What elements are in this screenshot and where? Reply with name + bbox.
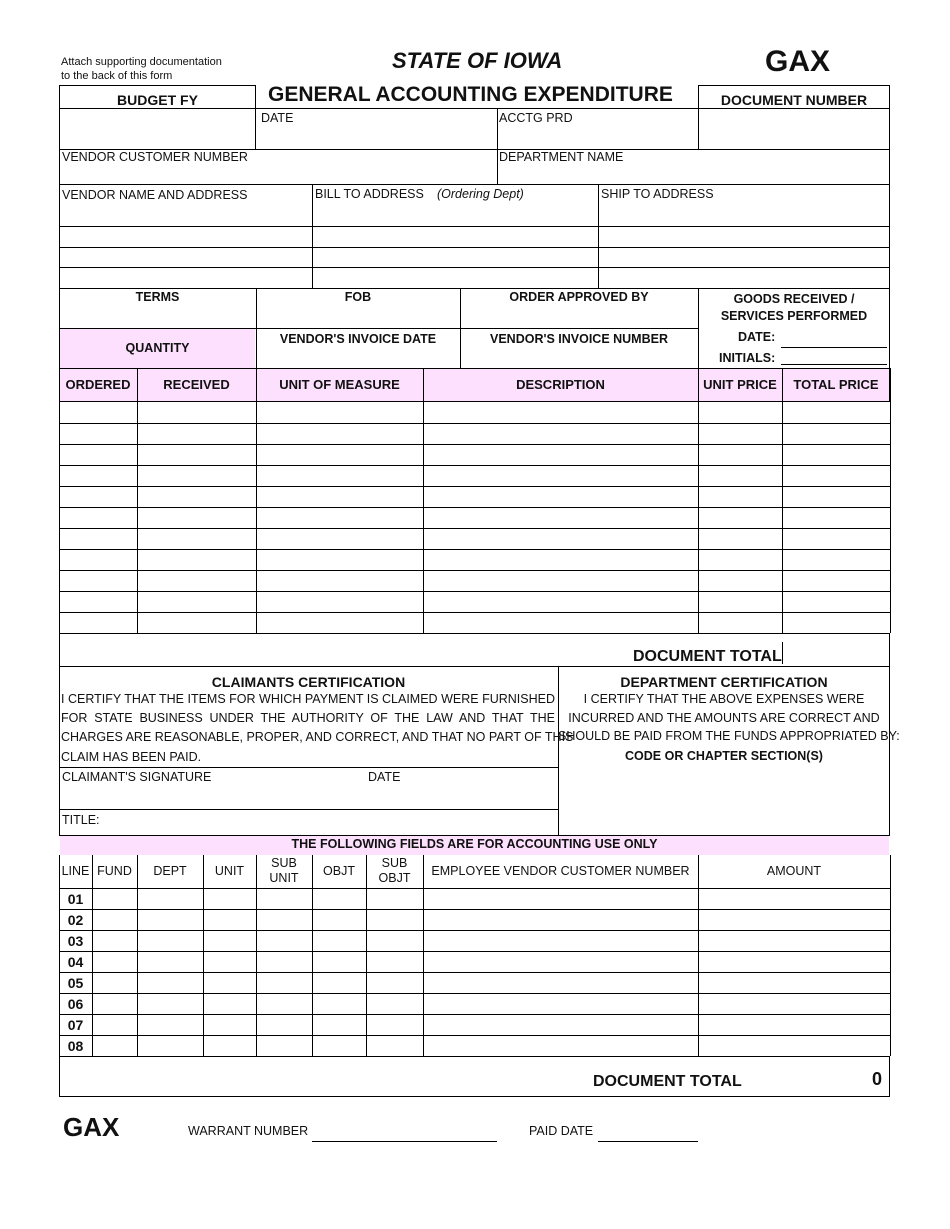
accounting-cell[interactable] <box>137 951 203 972</box>
accounting-cell[interactable] <box>312 1014 366 1035</box>
items-cell[interactable] <box>782 591 890 612</box>
accounting-cell[interactable] <box>698 1014 890 1035</box>
accounting-cell[interactable] <box>312 1035 366 1056</box>
accounting-cell[interactable] <box>203 993 256 1014</box>
paid-date-label: PAID DATE <box>529 1124 594 1138</box>
accounting-cell[interactable] <box>366 888 423 909</box>
attach-note-line1: Attach supporting documentation <box>61 56 222 68</box>
items-cell[interactable] <box>59 570 137 591</box>
accounting-cell[interactable] <box>698 909 890 930</box>
items-cell[interactable] <box>137 465 256 486</box>
accounting-cell[interactable] <box>423 909 698 930</box>
address-divider-1 <box>312 184 313 289</box>
items-cell[interactable] <box>256 591 423 612</box>
accounting-header-line: LINE <box>61 864 90 878</box>
accounting-cell[interactable] <box>366 951 423 972</box>
accounting-cell[interactable] <box>203 888 256 909</box>
accounting-cell[interactable] <box>366 930 423 951</box>
accounting-header-sub-unit-1: SUB <box>271 856 297 870</box>
warrant-number-line[interactable] <box>312 1141 497 1142</box>
fob-label: FOB <box>344 290 372 304</box>
items-cell[interactable] <box>423 402 698 423</box>
accounting-line-number: 04 <box>67 954 84 970</box>
items-cell[interactable] <box>698 591 782 612</box>
department-certification-title: DEPARTMENT CERTIFICATION <box>620 674 828 690</box>
items-cell[interactable] <box>698 507 782 528</box>
accounting-line-number: 05 <box>67 975 84 991</box>
ship-to-address-label: SHIP TO ADDRESS <box>601 187 714 201</box>
accounting-cell[interactable] <box>256 1014 312 1035</box>
items-cell[interactable] <box>137 591 256 612</box>
items-cell[interactable] <box>59 486 137 507</box>
items-cell[interactable] <box>59 528 137 549</box>
accounting-cell[interactable] <box>698 993 890 1014</box>
items-header-unit-price: UNIT PRICE <box>703 377 777 392</box>
items-cell[interactable] <box>698 423 782 444</box>
accounting-line-number: 03 <box>67 933 84 949</box>
date-label: DATE <box>261 111 294 125</box>
accounting-cell[interactable] <box>698 930 890 951</box>
accounting-line-number: 06 <box>67 996 84 1012</box>
accounting-cell[interactable] <box>137 1035 203 1056</box>
acctg-prd-label: ACCTG PRD <box>499 111 573 125</box>
items-cell[interactable] <box>698 444 782 465</box>
quantity-label: QUANTITY <box>125 341 190 355</box>
items-cell[interactable] <box>423 612 698 633</box>
items-cell[interactable] <box>256 402 423 423</box>
accounting-line-number: 02 <box>67 912 84 928</box>
accounting-cell[interactable] <box>423 930 698 951</box>
goods-date-line[interactable] <box>781 347 887 348</box>
items-header-description: DESCRIPTION <box>516 377 605 392</box>
vendor-invoice-date-label: VENDOR'S INVOICE DATE <box>279 332 437 346</box>
accounting-cell[interactable] <box>137 972 203 993</box>
accounting-cell[interactable] <box>203 1014 256 1035</box>
items-cell[interactable] <box>423 528 698 549</box>
accounting-cell[interactable] <box>137 1014 203 1035</box>
accounting-cell[interactable] <box>137 888 203 909</box>
items-cell[interactable] <box>423 444 698 465</box>
accounting-cell[interactable] <box>92 909 137 930</box>
vendor-customer-number-label: VENDOR CUSTOMER NUMBER <box>62 150 248 164</box>
items-cell[interactable] <box>423 465 698 486</box>
items-cell[interactable] <box>782 402 890 423</box>
claimant-text-line4: CLAIM HAS BEEN PAID. <box>61 750 202 764</box>
items-cell[interactable] <box>782 507 890 528</box>
address-line-3 <box>59 267 890 268</box>
department-name-label: DEPARTMENT NAME <box>499 150 624 164</box>
date-row-top <box>59 108 890 150</box>
items-cell[interactable] <box>137 612 256 633</box>
accounting-cell[interactable] <box>256 972 312 993</box>
items-header-top <box>59 368 890 369</box>
items-cell[interactable] <box>782 612 890 633</box>
accounting-line-number: 08 <box>67 1038 84 1054</box>
items-cell[interactable] <box>137 444 256 465</box>
signature-top-line <box>59 767 558 768</box>
bill-to-address-label: BILL TO ADDRESS <box>315 187 424 201</box>
goods-initials-line[interactable] <box>781 364 887 365</box>
items-cell[interactable] <box>698 486 782 507</box>
items-cell[interactable] <box>59 549 137 570</box>
address-line-2 <box>59 247 890 248</box>
accounting-cell[interactable] <box>423 888 698 909</box>
accounting-cell[interactable] <box>256 993 312 1014</box>
items-cell[interactable] <box>59 465 137 486</box>
accounting-col-line <box>890 855 891 1056</box>
goods-received-line1: GOODS RECEIVED / <box>733 292 855 306</box>
items-cell[interactable] <box>256 423 423 444</box>
warrant-number-label: WARRANT NUMBER <box>188 1124 309 1138</box>
accounting-total-row <box>59 1056 890 1097</box>
items-header-total-price: TOTAL PRICE <box>793 377 879 392</box>
accounting-header-fund: FUND <box>97 864 132 878</box>
items-cell[interactable] <box>782 465 890 486</box>
goods-received-line2: SERVICES PERFORMED <box>720 309 868 323</box>
department-text-line3: SHOULD BE PAID FROM THE FUNDS APPROPRIATED BY: <box>558 729 900 743</box>
accounting-cell[interactable] <box>366 1035 423 1056</box>
accounting-header-sub-objt-1: SUB <box>381 856 408 870</box>
accounting-document-total-value: 0 <box>872 1069 883 1089</box>
items-cell[interactable] <box>137 507 256 528</box>
items-cell[interactable] <box>782 570 890 591</box>
accounting-cell[interactable] <box>203 909 256 930</box>
accounting-cell[interactable] <box>698 951 890 972</box>
accounting-line-number: 01 <box>67 891 84 907</box>
goods-initials-label: INITIALS: <box>719 351 776 365</box>
accounting-cell[interactable] <box>366 909 423 930</box>
items-cell[interactable] <box>137 423 256 444</box>
items-cell[interactable] <box>59 444 137 465</box>
claimant-text-line2: FOR STATE BUSINESS UNDER THE AUTHORITY OF THE LAW AND THAT THE <box>61 711 555 725</box>
accounting-cell[interactable] <box>312 888 366 909</box>
accounting-cell[interactable] <box>423 972 698 993</box>
accounting-header-sub-unit-2: UNIT <box>269 871 299 885</box>
accounting-cell[interactable] <box>92 930 137 951</box>
state-title: STATE OF IOWA <box>392 48 563 73</box>
items-cell[interactable] <box>698 465 782 486</box>
accounting-cell[interactable] <box>698 888 890 909</box>
accounting-header-objt: OBJT <box>323 864 355 878</box>
accounting-cell[interactable] <box>92 1014 137 1035</box>
accounting-cell[interactable] <box>203 972 256 993</box>
vendor-name-address-label: VENDOR NAME AND ADDRESS <box>62 188 248 202</box>
items-cell[interactable] <box>782 549 890 570</box>
items-cell[interactable] <box>423 570 698 591</box>
items-cell[interactable] <box>423 549 698 570</box>
accounting-cell[interactable] <box>92 993 137 1014</box>
items-cell[interactable] <box>137 549 256 570</box>
accounting-cell[interactable] <box>312 951 366 972</box>
order-approved-by-label: ORDER APPROVED BY <box>509 290 649 304</box>
items-cell[interactable] <box>256 549 423 570</box>
accounting-banner-top <box>59 835 890 836</box>
accounting-line-number: 07 <box>67 1017 84 1033</box>
accounting-cell[interactable] <box>137 909 203 930</box>
items-cell[interactable] <box>782 486 890 507</box>
claimant-text-line1: I CERTIFY THAT THE ITEMS FOR WHICH PAYMENT IS CLAIMED WERE FURNISHED <box>61 692 555 706</box>
accounting-cell[interactable] <box>256 1035 312 1056</box>
items-cell[interactable] <box>256 507 423 528</box>
accounting-header-amount: AMOUNT <box>766 864 822 878</box>
footer-form-code: GAX <box>63 1112 120 1142</box>
accounting-cell[interactable] <box>203 951 256 972</box>
accounting-cell[interactable] <box>698 972 890 993</box>
items-cell[interactable] <box>256 570 423 591</box>
items-cell[interactable] <box>782 528 890 549</box>
claimant-text-line3: CHARGES ARE REASONABLE, PROPER, AND CORRECT, AND THAT NO PART OF THIS <box>61 730 574 744</box>
items-cell[interactable] <box>698 528 782 549</box>
accounting-cell[interactable] <box>92 888 137 909</box>
goods-date-label: DATE: <box>738 330 776 344</box>
accounting-cell[interactable] <box>312 909 366 930</box>
items-cell[interactable] <box>698 612 782 633</box>
paid-date-line[interactable] <box>598 1141 698 1142</box>
department-text-line2: INCURRED AND THE AMOUNTS ARE CORRECT AND <box>568 711 880 725</box>
accounting-cell[interactable] <box>312 930 366 951</box>
address-line-1 <box>59 226 890 227</box>
accounting-cell[interactable] <box>137 993 203 1014</box>
items-cell[interactable] <box>59 507 137 528</box>
accounting-cell[interactable] <box>423 993 698 1014</box>
vendor-invoice-number-label: VENDOR'S INVOICE NUMBER <box>490 332 668 346</box>
items-cell[interactable] <box>423 591 698 612</box>
ordering-dept-label: (Ordering Dept) <box>437 187 524 201</box>
form-code: GAX <box>765 45 831 78</box>
claimant-title-label[interactable]: TITLE: <box>62 813 100 827</box>
budget-fy-label: BUDGET FY <box>117 92 198 108</box>
accounting-cell[interactable] <box>92 951 137 972</box>
items-cell[interactable] <box>782 423 890 444</box>
accounting-cell[interactable] <box>366 993 423 1014</box>
accounting-header-sub-objt-2: OBJT <box>378 871 411 885</box>
items-cell[interactable] <box>59 402 137 423</box>
items-cell[interactable] <box>423 507 698 528</box>
items-cell[interactable] <box>782 444 890 465</box>
accounting-cell[interactable] <box>256 888 312 909</box>
accounting-cell[interactable] <box>698 1035 890 1056</box>
attach-note-line2: to the back of this form <box>61 70 173 82</box>
claimant-certification-title: CLAIMANTS CERTIFICATION <box>211 674 406 690</box>
items-col-line <box>890 368 891 633</box>
accounting-cell[interactable] <box>203 930 256 951</box>
items-cell[interactable] <box>59 423 137 444</box>
items-header-ordered: ORDERED <box>65 377 131 392</box>
items-cell[interactable] <box>59 591 137 612</box>
accounting-cell[interactable] <box>312 972 366 993</box>
items-cell[interactable] <box>137 486 256 507</box>
items-cell[interactable] <box>256 465 423 486</box>
items-cell[interactable] <box>256 486 423 507</box>
items-cell[interactable] <box>698 570 782 591</box>
claimant-signature-label[interactable]: CLAIMANT'S SIGNATURE <box>62 770 212 784</box>
items-header-unit-of-measure: UNIT OF MEASURE <box>279 377 400 392</box>
items-cell[interactable] <box>423 423 698 444</box>
accounting-cell[interactable] <box>137 930 203 951</box>
address-divider-2 <box>598 184 599 289</box>
accounting-cell[interactable] <box>92 972 137 993</box>
items-cell[interactable] <box>137 528 256 549</box>
vendor-section <box>59 149 890 297</box>
accounting-cell[interactable] <box>423 1014 698 1035</box>
accounting-header-unit: UNIT <box>214 864 245 878</box>
items-cell[interactable] <box>256 444 423 465</box>
accounting-document-total-label: DOCUMENT TOTAL <box>593 1073 742 1090</box>
items-header-received: RECEIVED <box>163 377 230 392</box>
accounting-cell[interactable] <box>312 993 366 1014</box>
form-title: GENERAL ACCOUNTING EXPENDITURE <box>268 83 673 106</box>
items-total-divider <box>782 642 783 664</box>
items-cell[interactable] <box>59 612 137 633</box>
address-top-line <box>59 184 890 185</box>
items-cell[interactable] <box>137 570 256 591</box>
accounting-cell[interactable] <box>203 1035 256 1056</box>
items-cell[interactable] <box>423 486 698 507</box>
items-document-total-label: DOCUMENT TOTAL <box>633 648 782 665</box>
accounting-cell[interactable] <box>92 1035 137 1056</box>
accounting-header-dept: DEPT <box>153 864 187 878</box>
accounting-header-employee-vendor: EMPLOYEE VENDOR CUSTOMER NUMBER <box>431 864 690 878</box>
accounting-cell[interactable] <box>423 1035 698 1056</box>
accounting-cell[interactable] <box>366 1014 423 1035</box>
claimant-date-label[interactable]: DATE <box>368 770 401 784</box>
items-cell[interactable] <box>698 402 782 423</box>
items-cell[interactable] <box>256 612 423 633</box>
document-number-label: DOCUMENT NUMBER <box>720 92 868 108</box>
items-cell[interactable] <box>256 528 423 549</box>
accounting-cell[interactable] <box>256 909 312 930</box>
terms-label: TERMS <box>135 290 180 304</box>
accounting-cell[interactable] <box>256 930 312 951</box>
accounting-banner: THE FOLLOWING FIELDS ARE FOR ACCOUNTING USE ONLY <box>291 837 658 851</box>
department-text-line1: I CERTIFY THAT THE ABOVE EXPENSES WERE <box>583 692 865 706</box>
title-top-line <box>59 809 558 810</box>
accounting-cell[interactable] <box>423 951 698 972</box>
accounting-cell[interactable] <box>366 972 423 993</box>
items-cell[interactable] <box>137 402 256 423</box>
accounting-cell[interactable] <box>256 951 312 972</box>
code-chapter-label: CODE OR CHAPTER SECTION(S) <box>625 749 823 763</box>
items-cell[interactable] <box>698 549 782 570</box>
